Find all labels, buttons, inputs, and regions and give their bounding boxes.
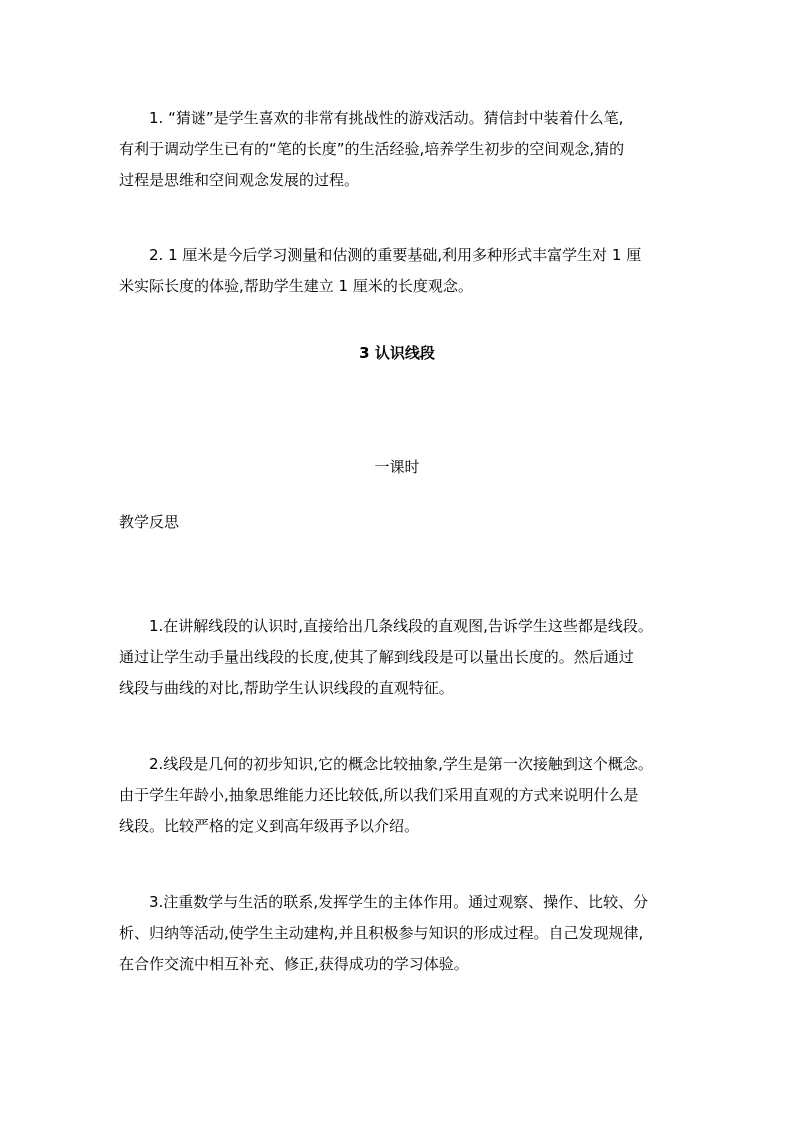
paragraph-line: 有利于调动学生已有的“笔的长度”的生活经验,培养学生初步的空间观念,猜的: [119, 140, 625, 158]
paragraph-line: 1. “猜谜”是学生喜欢的非常有挑战性的游戏活动。猜信封中装着什么笔,: [149, 109, 624, 127]
paragraph-line: 在合作交流中相互补充、修正,获得成功的学习体验。: [119, 955, 469, 973]
paragraph-reflection-1: [119, 611, 679, 704]
paragraph-guessing-game: [119, 103, 679, 196]
reflection-label: 教学反思: [119, 513, 180, 531]
paragraph-line: 线段与曲线的对比,帮助学生认识线段的直观特征。: [119, 679, 454, 697]
paragraph-line: 米实际长度的体验,帮助学生建立 1 厘米的长度观念。: [119, 277, 473, 295]
paragraph-line: 析、归纳等活动,使学生主动建构,并且积极参与知识的形成过程。自己发现规律,: [119, 924, 644, 942]
section-title: 3 认识线段: [359, 344, 435, 362]
paragraph-line: 通过让学生动手量出线段的长度,使其了解到线段是可以量出长度的。然后通过: [119, 648, 634, 666]
paragraph-line: 1.在讲解线段的认识时,直接给出几条线段的直观图,告诉学生这些都是线段。: [149, 617, 653, 635]
paragraph-reflection-3: [119, 887, 679, 980]
paragraph-line: 过程是思维和空间观念发展的过程。: [119, 171, 360, 189]
paragraph-line: 线段。比较严格的定义到高年级再予以介绍。: [119, 817, 420, 835]
lesson-label: 一课时: [374, 458, 420, 476]
paragraph-reflection-2: [119, 749, 679, 842]
paragraph-line: 2. 1 厘米是今后学习测量和估测的重要基础,利用多种形式丰富学生对 1 厘: [149, 246, 642, 264]
paragraph-line: 由于学生年龄小,抽象思维能力还比较低,所以我们采用直观的方式来说明什么是: [119, 786, 639, 804]
paragraph-one-centimeter: [119, 240, 679, 302]
paragraph-line: 2.线段是几何的初步知识,它的概念比较抽象,学生是第一次接触到这个概念。: [149, 755, 653, 773]
paragraph-line: 3.注重数学与生活的联系,发挥学生的主体作用。通过观察、操作、比较、分: [149, 893, 649, 911]
